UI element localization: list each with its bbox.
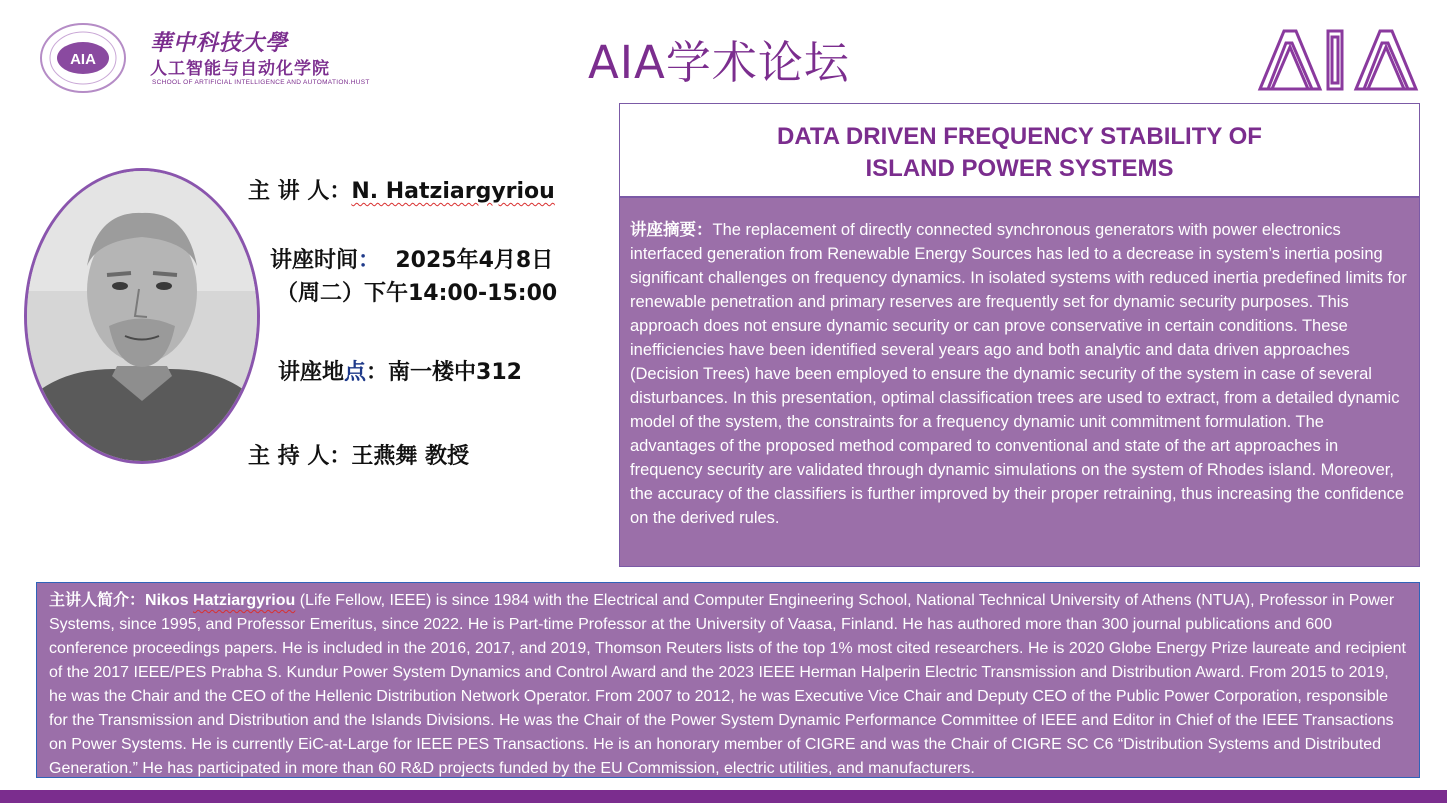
place-label: 讲座地 — [278, 360, 345, 385]
abstract-panel — [619, 197, 1420, 567]
time-label: 讲座时间 — [270, 248, 359, 273]
place-label-colon: ： — [366, 360, 389, 385]
bio-label: 主讲人简介： — [49, 590, 146, 609]
university-seal-logo — [38, 22, 128, 94]
time-date: 2025年4月8日 — [395, 248, 554, 273]
host-line — [248, 439, 469, 470]
host-label: 主 持 人： — [248, 444, 352, 469]
bio-name-last: Hatziargyriou — [193, 592, 296, 609]
time-label-colon: ： — [358, 248, 381, 273]
time-line — [270, 243, 553, 274]
footer-bar — [0, 790, 1447, 803]
speaker-name: N. Hatziargyriou — [351, 179, 555, 204]
talk-title-line2: ISLAND POWER SYSTEMS — [865, 155, 1174, 182]
place-line — [278, 355, 522, 386]
school-name-english: SCHOOL OF ARTIFICIAL INTELLIGENCE AND AUTOMATION.HUST — [152, 79, 370, 86]
university-name: 華中科技大學 — [150, 30, 289, 56]
place-value: 南一楼中312 — [388, 360, 522, 385]
speaker-photo — [24, 168, 260, 464]
place-label-highlight: 点 — [344, 360, 367, 385]
abstract-text: The replacement of directly connected synchronous generators with power electronics interfaced generation from Renewable Energy Sources has led to a decrease in system’s inertia posing significant challenges on frequency dynamics. In isolated systems with reduced inertia predefined limits for renewable penetration and primary reserves are frequently set for dynamic security purposes. This approach does not ensure dynamic security or can prove conservative in certain conditions. These inefficiencies have been identified several years ago and both analytic and data driven approaches (Decision Trees) have been employed to ensure the dynamic security of the system in case of several disturbances. In this presentation, optimal classification trees are used to extract, from a detailed dynamic model of the system, the constraints for a frequency dynamic unit commitment formulation. The advantages of the proposed method compared to conventional and state of the art approaches in frequency security are validated through dynamic simulations on the system of Rhodes island. Moreover, the accuracy of the classifiers is further improved by their proper retraining, thus increasing the confidence on the derived rules. — [630, 221, 1407, 527]
talk-title-line1: DATA DRIVEN FREQUENCY STABILITY OF — [777, 123, 1262, 150]
bio-text: (Life Fellow, IEEE) is since 1984 with the Electrical and Computer Engineering School, National Technical University of Athens (NTUA), Professor in Power Systems, since 1995, and Professor Emeritus, since 2022. He is Part-time Professor at the University of Vaasa, Finland. He has authored more than 300 journal publications and 600 conference proceedings papers. He is included in the 2016, 2017, and 2019, Thomson Reuters lists of the top 1% most cited researchers. He is 2020 Globe Energy Prize laureate and recipient of the 2017 IEEE/PES Prabha S. Kundur Power System Dynamics and Control Award and the 2023 IEEE Herman Halperin Electric Transmission and Distribution Award. From 2015 to 2019, he was the Chair and the CEO of the Hellenic Distribution Network Operator. From 2007 to 2012, he was Executive Vice Chair and Deputy CEO of the Public Power Corporation, responsible for the Transmission and Distribution and the Islands Divisions. He was the Chair of the Power System Dynamic Performance Committee of IEEE and Editor in Chief of the IEEE Transactions on Power Systems. He is currently EiC-at-Large for IEEE PES Transactions. He is an honorary member of CIGRE and was the Chair of CIGRE SC C6 “Distribution Systems and Distributed Generation.” He has participated in more than 60 R&D projects funded by the EU Commission, electric utilities, and manufacturers. — [49, 592, 1406, 777]
bio-name-first: Nikos — [145, 592, 194, 609]
school-name: 人工智能与自动化学院 — [150, 59, 330, 79]
time-detail: （周二）下午14:00-15:00 — [276, 281, 558, 306]
speaker-label: 主 讲 人： — [248, 179, 352, 204]
talk-title-box — [619, 103, 1420, 197]
speaker-line — [248, 174, 555, 205]
aia-logo — [1256, 27, 1424, 92]
host-value: 王燕舞 教授 — [351, 444, 469, 469]
abstract-label: 讲座摘要： — [630, 220, 713, 239]
forum-title: AIA学术论坛 — [588, 36, 850, 89]
seal-logo-text: AIA — [70, 51, 96, 68]
bio-panel — [36, 582, 1420, 778]
